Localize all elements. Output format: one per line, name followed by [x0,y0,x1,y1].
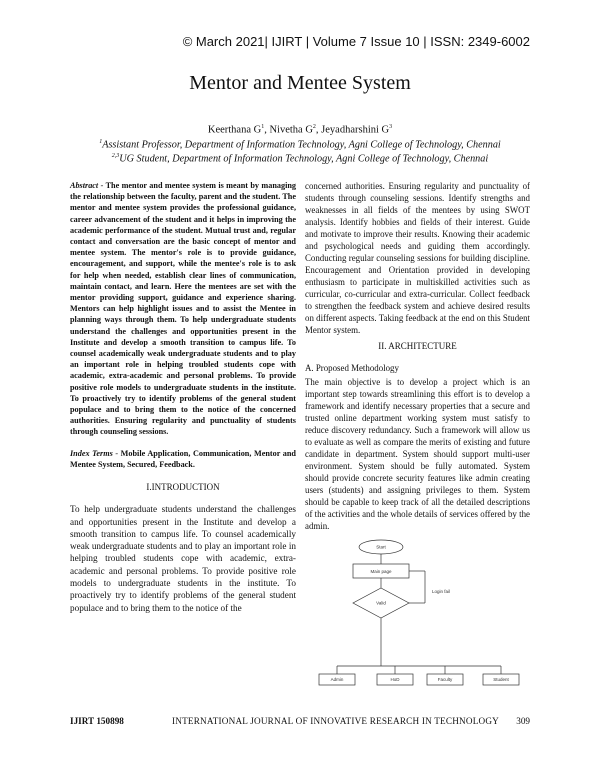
section-heading-architecture: II. ARCHITECTURE [378,341,457,351]
footer-paper-id: IJIRT 150898 [70,716,124,726]
affiliation [0,139,600,150]
author-list: Keerthana $G^1$, Nivetha $G^2$, Jeyadharshini $G^3$ [207,124,393,136]
author-sup: 3 [389,124,393,130]
hod-label: HoD [390,677,400,682]
author-name: Keerthana G [207,124,262,136]
paper-title: Mentor and Mentee System [189,72,411,94]
right-column [305,180,530,686]
footer-page-number: 309 [516,716,530,726]
start-label: Start [376,544,386,550]
author-name: Jeyadharshini G [321,124,390,136]
affiliation [0,153,600,164]
affiliation-text: UG Student, Department of Information Technology, Agni College of Technology, Chennai [119,153,489,165]
section-heading-introduction: I.INTRODUCTION [146,482,220,493]
subsection-heading: A. Proposed Methodology [305,363,399,373]
author-sup: 2 [312,124,316,130]
main-page-label: Main page [370,569,392,574]
decision-label: Valid [376,600,386,606]
affiliation-text: Assistant Professor, Department of Information Technology, Agni College of Technology, Chennai [102,139,501,151]
abstract [70,180,296,438]
architecture-flowchart [305,536,530,686]
affiliation-sup: 2,3 [111,153,120,159]
index-terms-text: Mobile Application, Communication, Mentor and Mentee System, Secured, Feedback. [70,448,296,469]
methodology-text: The main objective is to develop a project which is an important step towards streamlining this effort is to develop a framework and identify necessary properties that a secure and trusted online department working system must satisfy to reduce discovery redundancy. Such a framework will allow us to evaluate as well as compare the merits of existing and future candidate in department. System should support multi-user environment. System should be fully automated. System should provide concrete security features like admin creating users (students) and assigning privileges to them. System should be capable to keep track of all the detailed descriptions of the activities and the whole details of services offered by the admin. [305,377,530,531]
architecture-diagram [305,536,530,686]
left-column [70,180,296,614]
footer-journal-name: INTERNATIONAL JOURNAL OF INNOVATIVE RESEARCH IN TECHNOLOGY [172,716,500,726]
side-label: Login fail [431,589,451,594]
introduction-text: To help undergraduate students understand the challenges and opportunities present in the Institute and develop a smooth transition to campus life. To counsel academically weak undergraduate students and to play an important role in helping troubled students cope with academic, extra-academic and personal problems. To provide positive role models to undergraduate students in the institute. To proactively try to identify problems of the general student populace and to bring them to the notice of the [70,504,296,613]
student-label: Student [493,677,509,682]
continuation-text: concerned authorities. Ensuring regularity and punctuality of students through counseling sessions. Identify strengths and weaknesses in all fields of the mentees by using SWOT analysis. Identify hobbies and fields of their interest. Guide and motivate to improve their results. Knowing their academic and psychological needs and guiding them accordingly. Conducting regular counseling sessions for building discipline. Encouragement and Orientation provided in developing enthusiasm to participate in multiskilled activities such as curricular, co-curricular and extra-curricular. Collect feedback to strengthen the feedback system and achieve desired results on different aspects. Taking feedback at the end on this Student Mentor system. [305,181,530,335]
index-terms [70,448,296,470]
running-head: © March 2021| IJIRT | Volume 7 Issue 10 | ISSN: 2349-6002 [182,34,530,49]
abstract-label: Abstract - [70,181,104,190]
affiliation-sup: 1 [99,139,103,145]
author-sup: 1 [261,124,265,130]
admin-label: Admin [330,677,344,682]
index-terms-label: Index Terms - [70,448,119,458]
author-name: Nivetha G [269,124,313,136]
abstract-text: The mentor and mentee system is meant by managing the relationship between the faculty, parent and the student. The mentor and mentee system provides the professional guidance, career advancement of the student and it helps in improving the academic performance of the student. Mutual trust and, regular contact and conversation are the basic concept of mentor and mentee system. The mentor's role is to provide guidance, encouragement, and support, while the mentee's role is to ask for help when needed, establish clear lines of communication, maintain contact, and learn. Here the mentees are set with the mentor providing support, guidance and experience sharing. Mentors can help highlight issues and to assist the Mentee in planning ways through them. To help undergraduate students understand the challenges and opportunities present in the Institute and develop a smooth transition to campus life. To counsel academically weak undergraduate students and to play an important role in helping troubled students cope with academic, extra-academic and personal problems. To provide positive role models to undergraduate students in the institute. To proactively try to identify problems of the general student populace and to bring them to the notice of the concerned authorities. Ensuring regularity and punctuality of students through counseling sessions. [70,181,296,437]
faculty-label: Faculty [437,677,453,682]
